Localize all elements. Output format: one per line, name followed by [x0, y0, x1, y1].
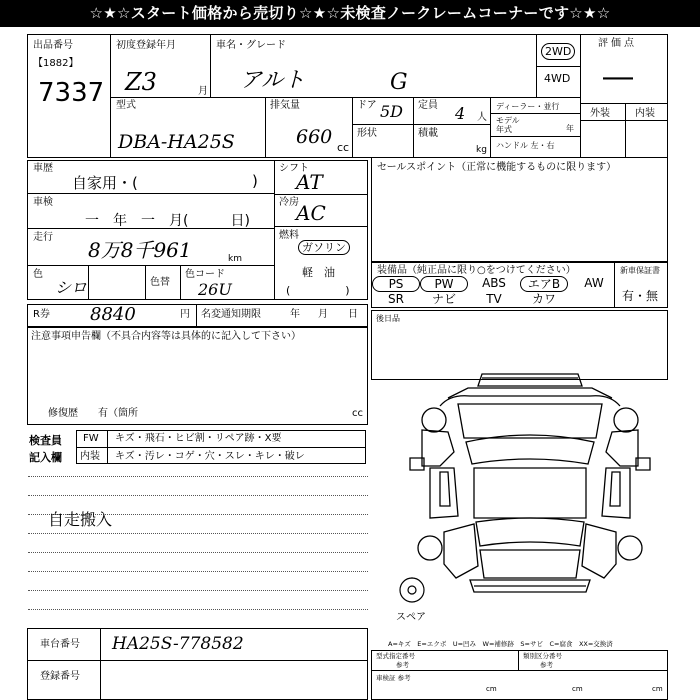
spare-tire-icon [397, 575, 427, 605]
reference-box [371, 650, 668, 700]
inspector-fw-text: キズ・飛石・ヒビ割・リペア跡・X要 [115, 433, 282, 444]
shift-label: シフト [279, 163, 309, 174]
chassis-value: HA25S-778582 [112, 634, 244, 654]
ac-value: AC [296, 201, 326, 225]
equipment-item: ABS [482, 276, 506, 290]
model-year-label: モデル 年式 [496, 116, 520, 134]
type-designation-sub: 参考 [396, 661, 409, 669]
history-value: 自家用・( [72, 174, 138, 192]
registration-label: 初度登録年月 [116, 40, 176, 51]
month-unit: 月 [198, 86, 208, 97]
dim-unit-2: cm [572, 685, 583, 693]
score-value: ― [603, 60, 633, 95]
inspector-label-1: 検査員 [29, 434, 62, 447]
doors-value: 5D [380, 102, 404, 121]
displacement-unit: cc [337, 141, 350, 154]
fuel-paren: ( ) [286, 284, 350, 297]
fuel-label: 燃料 [279, 230, 299, 241]
repair-label: 修復歴 有（箇所 [48, 408, 138, 419]
inspection-label: 車検 [33, 197, 53, 208]
chassis-label: 車台番号 [40, 639, 80, 650]
postscript-label: 後日品 [376, 314, 400, 323]
notes-label: 注意事項申告欄（不具合内容等は具体的に記入して下さい） [31, 331, 301, 342]
note-line [28, 609, 368, 610]
equipment-item: AW [584, 276, 604, 290]
drive-4wd: 4WD [544, 72, 571, 85]
inspector-interior: 内装 [80, 451, 100, 462]
category-number-sub: 参考 [540, 661, 553, 669]
note-line [28, 533, 368, 534]
displacement-value: 660 [296, 126, 333, 148]
capacity-unit: 人 [477, 112, 487, 123]
warranty-label: 新車保証書 [620, 266, 660, 275]
note-line [28, 590, 368, 591]
type-designation-label: 型式指定番号 [376, 652, 415, 660]
equipment-item: ナビ [431, 292, 456, 306]
recycle-label: R券 [33, 309, 50, 320]
notice-day: 日 [348, 309, 358, 320]
equipment-item: TV [486, 292, 502, 306]
drive-2wd: 2WD [541, 43, 575, 60]
exterior-label: 外装 [590, 108, 610, 119]
notice-month: 月 [318, 309, 328, 320]
note-line [28, 571, 368, 572]
ac-label: 冷房 [279, 197, 299, 208]
recycle-row [27, 304, 368, 327]
capacity-label: 定員 [418, 100, 438, 111]
color-code-value: 26U [198, 280, 232, 299]
displacement-label: 排気量 [270, 100, 300, 111]
interior-label: 内装 [635, 108, 655, 119]
car-grade-value: G [390, 70, 408, 95]
car-name-value: アルト [240, 68, 306, 93]
notice-year: 年 [290, 309, 300, 320]
category-number-label: 類別区分番号 [523, 652, 562, 660]
dealer-label: ディーラー・並行 [496, 102, 560, 111]
equipment-item: PW [420, 276, 468, 292]
mileage-value: 8万8千961 [88, 238, 192, 262]
warranty-value: 有・無 [622, 289, 659, 303]
shape-label: 形状 [357, 128, 377, 139]
sales-points-label: セールスポイント（正常に機能するものに限ります） [377, 162, 617, 173]
color-value: シロ [55, 278, 88, 297]
inspection-value: 一 年 一 月( 日) [85, 213, 250, 229]
mileage-label: 走行 [33, 232, 53, 243]
note-line [28, 476, 368, 477]
equipment-item: エアB [520, 276, 568, 292]
inspector-interior-text: キズ・汚レ・コゲ・穴・スレ・キレ・破レ [115, 451, 305, 462]
dim-unit-3: cm [652, 685, 663, 693]
score-label: 評価点 [598, 38, 637, 49]
note-line [28, 495, 368, 496]
fuel-gasoline: ガソリン [298, 240, 350, 255]
model-label: 型式 [116, 100, 136, 111]
fuel-light-oil: 軽 油 [302, 266, 335, 279]
handwritten-note: 自走搬入 [48, 510, 113, 529]
lot-code: 【1882】 [33, 58, 79, 69]
lot-number: 7337 [38, 78, 105, 108]
recycle-value: 8840 [90, 304, 136, 325]
plate-label: 登録番号 [40, 671, 80, 682]
notice-label: 名変通知期限 [201, 309, 261, 320]
lot-label: 出品番号 [33, 40, 73, 51]
equipment-label: 装備品（純正品に限り○をつけてください） [377, 265, 576, 276]
header-banner: ☆★☆スタート価格から売切り☆★☆未検査ノークレームコーナーです☆★☆ [0, 0, 700, 27]
dim-unit-1: cm [486, 685, 497, 693]
history-label: 車歴 [33, 163, 53, 174]
load-label: 積載 [418, 128, 438, 139]
handle-label: ハンドル 左・右 [496, 141, 555, 150]
inspector-fw: FW [83, 433, 99, 444]
equipment-item: SR [388, 292, 404, 306]
history-close: ) [252, 172, 258, 190]
model-value: DBA-HA25S [118, 131, 235, 153]
damage-legend: A=キズ E=エクボ U=凹み W=補修跡 S=サビ C=腐食 XX=交換済 [388, 640, 613, 648]
car-name-label: 車名・グレード [216, 40, 286, 51]
inspector-label-2: 記入欄 [29, 451, 62, 464]
year-unit: 年 [566, 124, 574, 133]
color-change-label: 色替 [150, 277, 170, 288]
shift-value: AT [296, 170, 323, 194]
doors-label: ドア [357, 100, 377, 111]
recycle-unit: 円 [180, 309, 190, 320]
spare-label: スペア [396, 612, 426, 623]
dimensions-label: 車検証 参考 [376, 674, 411, 682]
mileage-unit: km [228, 254, 242, 264]
color-code-label: 色コード [185, 269, 225, 280]
color-label: 色 [33, 269, 43, 280]
registration-year: Z3 [125, 68, 157, 96]
notes-unit: cc [352, 408, 363, 419]
load-unit: kg [476, 145, 487, 155]
car-damage-diagram [400, 368, 660, 598]
note-line [28, 552, 368, 553]
equipment-item: カワ [531, 292, 556, 306]
equipment-item: PS [372, 276, 420, 292]
capacity-value: 4 [455, 104, 466, 123]
